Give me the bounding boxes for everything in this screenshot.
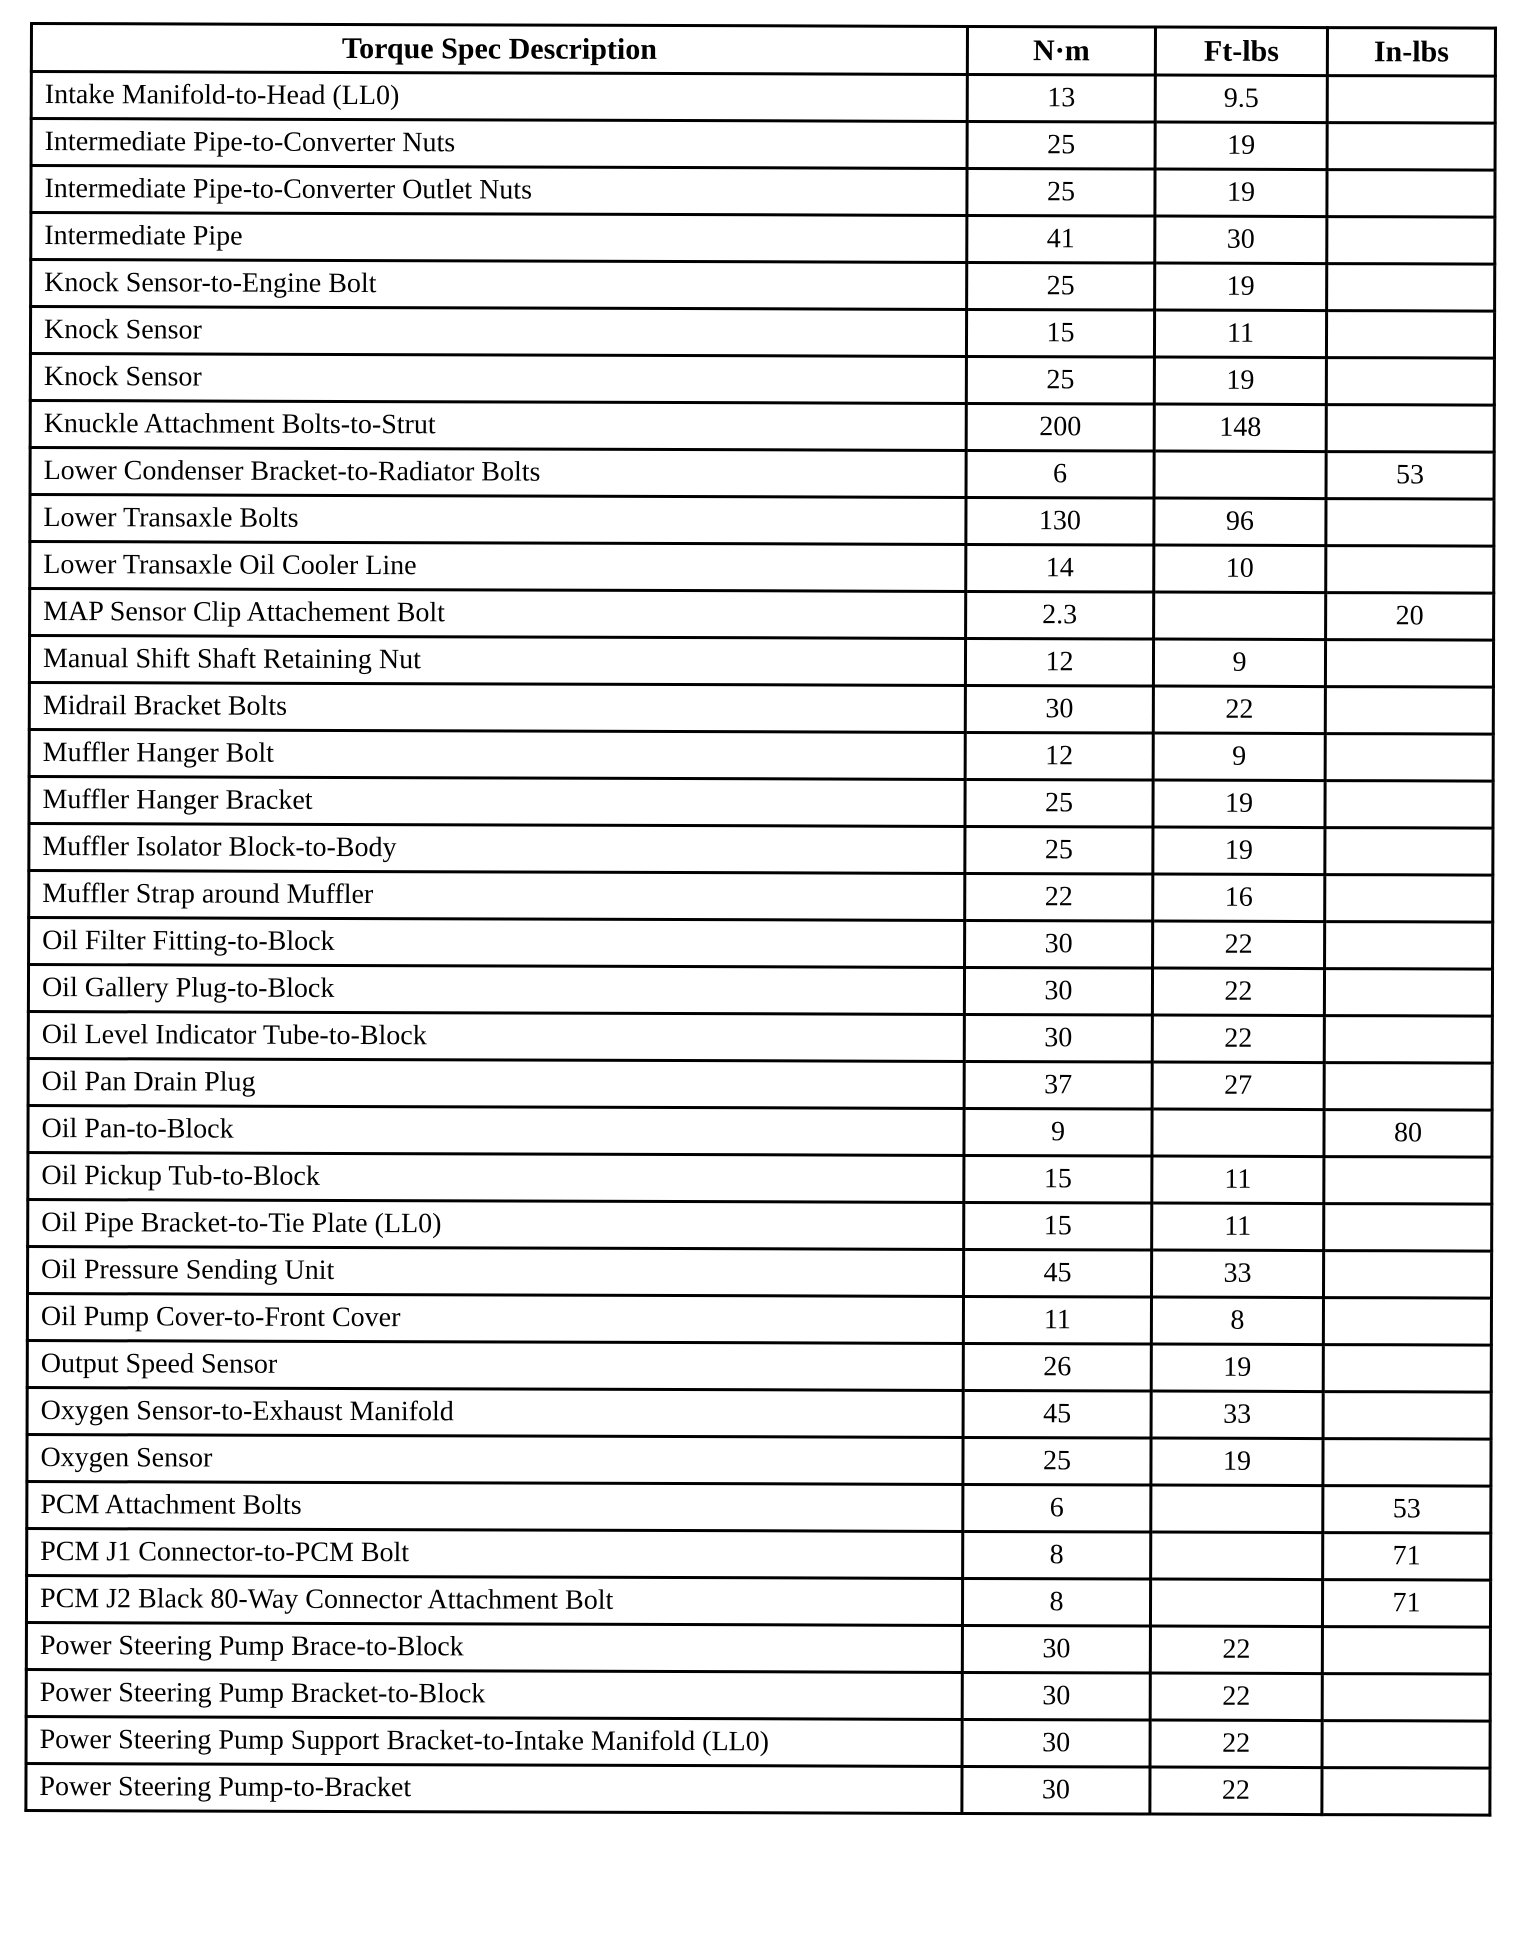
- cell-description: Power Steering Pump Support Bracket-to-Intake Manifold (LL0): [26, 1716, 962, 1766]
- table-row: [26, 1763, 1490, 1815]
- table-row: [29, 730, 1493, 782]
- cell-ftlbs: 27: [1152, 1062, 1324, 1110]
- cell-inlbs: [1323, 1392, 1491, 1440]
- cell-description: PCM J1 Connector-to-PCM Bolt: [27, 1528, 963, 1578]
- cell-ftlbs: [1150, 1579, 1322, 1627]
- cell-inlbs: [1324, 1204, 1492, 1252]
- cell-inlbs: [1326, 311, 1494, 359]
- cell-description: Manual Shift Shaft Retaining Nut: [29, 636, 965, 686]
- cell-nm: 6: [963, 1484, 1151, 1532]
- cell-description: Knuckle Attachment Bolts-to-Strut: [30, 401, 966, 451]
- cell-inlbs: [1322, 1674, 1490, 1722]
- cell-description: Midrail Bracket Bolts: [29, 683, 965, 733]
- cell-inlbs: [1325, 875, 1493, 923]
- table-row: [29, 777, 1493, 829]
- table-row: [26, 1669, 1490, 1721]
- cell-ftlbs: 19: [1155, 263, 1327, 311]
- cell-inlbs: 80: [1324, 1110, 1492, 1158]
- cell-inlbs: [1327, 217, 1495, 265]
- cell-nm: 45: [963, 1390, 1151, 1438]
- table-row: [29, 683, 1493, 735]
- cell-ftlbs: 19: [1155, 169, 1327, 217]
- cell-description: PCM J2 Black 80-Way Connector Attachment Bolt: [26, 1575, 962, 1625]
- table-row: [26, 1622, 1490, 1674]
- cell-nm: 25: [963, 1437, 1151, 1485]
- cell-ftlbs: 10: [1154, 545, 1326, 593]
- cell-inlbs: [1324, 1016, 1492, 1064]
- cell-description: Intermediate Pipe: [31, 213, 967, 263]
- cell-nm: 9: [964, 1108, 1152, 1156]
- cell-inlbs: [1322, 1721, 1490, 1769]
- cell-nm: 6: [966, 450, 1154, 498]
- cell-inlbs: 53: [1323, 1486, 1491, 1534]
- cell-description: Oxygen Sensor: [27, 1434, 963, 1484]
- cell-description: Muffler Hanger Bracket: [29, 777, 965, 827]
- table-row: [29, 636, 1493, 688]
- cell-nm: 30: [962, 1766, 1150, 1814]
- table-row: [28, 1152, 1492, 1204]
- table-row: [27, 1340, 1491, 1392]
- table-row: [28, 1058, 1492, 1110]
- table-row: [28, 965, 1492, 1017]
- table-row: [29, 918, 1493, 970]
- cell-nm: 25: [966, 356, 1154, 404]
- cell-ftlbs: [1152, 1109, 1324, 1157]
- cell-description: Intermediate Pipe-to-Converter Nuts: [31, 119, 967, 169]
- cell-nm: 130: [966, 497, 1154, 545]
- cell-description: Oxygen Sensor-to-Exhaust Manifold: [27, 1387, 963, 1437]
- table-row: [31, 72, 1495, 124]
- cell-nm: 30: [962, 1625, 1150, 1673]
- cell-nm: 45: [964, 1249, 1152, 1297]
- cell-nm: 25: [967, 168, 1155, 216]
- cell-inlbs: [1327, 170, 1495, 218]
- cell-ftlbs: 9: [1153, 639, 1325, 687]
- cell-description: Oil Pan Drain Plug: [28, 1058, 964, 1108]
- torque-spec-table: [24, 22, 1497, 1817]
- cell-ftlbs: 9.5: [1155, 75, 1327, 123]
- cell-ftlbs: 19: [1153, 780, 1325, 828]
- cell-description: Intake Manifold-to-Head (LL0): [31, 72, 967, 122]
- table-row: [29, 871, 1493, 923]
- cell-inlbs: [1326, 405, 1494, 453]
- cell-nm: 11: [963, 1296, 1151, 1344]
- cell-ftlbs: 148: [1154, 404, 1326, 452]
- cell-inlbs: 53: [1326, 452, 1494, 500]
- table-row: [26, 1716, 1490, 1768]
- cell-description: Oil Level Indicator Tube-to-Block: [28, 1011, 964, 1061]
- table-body: [26, 72, 1495, 1816]
- table-row: [27, 1293, 1491, 1345]
- table-row: [30, 495, 1494, 547]
- cell-nm: 8: [962, 1578, 1150, 1626]
- cell-inlbs: [1326, 358, 1494, 406]
- cell-ftlbs: 22: [1150, 1626, 1322, 1674]
- cell-inlbs: [1323, 1439, 1491, 1487]
- cell-description: Muffler Isolator Block-to-Body: [29, 824, 965, 874]
- cell-nm: 25: [965, 779, 1153, 827]
- cell-nm: 22: [965, 873, 1153, 921]
- cell-description: Oil Pipe Bracket-to-Tie Plate (LL0): [28, 1199, 964, 1249]
- table-row: [30, 542, 1494, 594]
- table-row: [28, 1105, 1492, 1157]
- cell-ftlbs: [1151, 1485, 1323, 1533]
- header-inlbs: In-lbs: [1327, 28, 1495, 77]
- cell-ftlbs: 11: [1152, 1203, 1324, 1251]
- cell-ftlbs: 19: [1151, 1344, 1323, 1392]
- table-row: [27, 1387, 1491, 1439]
- cell-description: Power Steering Pump Brace-to-Block: [26, 1622, 962, 1672]
- table-row: [30, 589, 1494, 641]
- cell-ftlbs: 22: [1150, 1673, 1322, 1721]
- cell-ftlbs: 22: [1152, 1015, 1324, 1063]
- table-row: [29, 824, 1493, 876]
- cell-nm: 13: [967, 74, 1155, 122]
- document-page: [30, 22, 1494, 1812]
- cell-inlbs: [1323, 1251, 1491, 1299]
- cell-description: Lower Transaxle Oil Cooler Line: [30, 542, 966, 592]
- cell-description: Knock Sensor: [30, 307, 966, 357]
- cell-description: Intermediate Pipe-to-Converter Outlet Nuts: [31, 166, 967, 216]
- cell-description: Oil Pan-to-Block: [28, 1105, 964, 1155]
- cell-nm: 30: [964, 1014, 1152, 1062]
- cell-nm: 25: [967, 262, 1155, 310]
- cell-description: MAP Sensor Clip Attachement Bolt: [30, 589, 966, 639]
- cell-nm: 2.3: [966, 591, 1154, 639]
- cell-nm: 30: [964, 967, 1152, 1015]
- cell-description: Lower Condenser Bracket-to-Radiator Bolts: [30, 448, 966, 498]
- cell-ftlbs: [1154, 592, 1326, 640]
- cell-description: Power Steering Pump Bracket-to-Block: [26, 1669, 962, 1719]
- cell-ftlbs: 22: [1153, 686, 1325, 734]
- cell-description: Lower Transaxle Bolts: [30, 495, 966, 545]
- cell-ftlbs: 22: [1152, 968, 1324, 1016]
- cell-ftlbs: 11: [1154, 310, 1326, 358]
- table-row: [31, 166, 1495, 218]
- cell-description: Output Speed Sensor: [27, 1340, 963, 1390]
- cell-ftlbs: 19: [1151, 1438, 1323, 1486]
- cell-nm: 12: [965, 638, 1153, 686]
- cell-inlbs: [1325, 781, 1493, 829]
- table-row: [30, 448, 1494, 500]
- cell-ftlbs: 22: [1150, 1720, 1322, 1768]
- cell-inlbs: [1326, 499, 1494, 547]
- cell-inlbs: [1325, 922, 1493, 970]
- table-row: [31, 119, 1495, 171]
- cell-inlbs: [1324, 1157, 1492, 1205]
- cell-ftlbs: 8: [1151, 1297, 1323, 1345]
- header-ftlbs: Ft-lbs: [1155, 27, 1327, 76]
- cell-inlbs: [1322, 1768, 1490, 1816]
- cell-inlbs: [1326, 546, 1494, 594]
- header-nm: N·m: [967, 26, 1155, 75]
- cell-ftlbs: 22: [1153, 921, 1325, 969]
- cell-ftlbs: [1151, 1532, 1323, 1580]
- cell-inlbs: [1324, 969, 1492, 1017]
- cell-nm: 15: [964, 1155, 1152, 1203]
- cell-ftlbs: 33: [1151, 1391, 1323, 1439]
- table-row: [31, 260, 1495, 312]
- cell-inlbs: [1327, 76, 1495, 124]
- cell-inlbs: [1327, 123, 1495, 171]
- cell-inlbs: [1323, 1298, 1491, 1346]
- cell-description: Muffler Strap around Muffler: [29, 871, 965, 921]
- cell-ftlbs: 19: [1155, 122, 1327, 170]
- cell-inlbs: 20: [1326, 593, 1494, 641]
- cell-description: Knock Sensor: [30, 354, 966, 404]
- cell-inlbs: 71: [1323, 1533, 1491, 1581]
- table-row: [31, 213, 1495, 265]
- cell-ftlbs: 11: [1152, 1156, 1324, 1204]
- cell-description: Oil Gallery Plug-to-Block: [28, 965, 964, 1015]
- cell-nm: 30: [962, 1719, 1150, 1767]
- cell-nm: 26: [963, 1343, 1151, 1391]
- header-row: [31, 24, 1495, 77]
- cell-nm: 25: [967, 121, 1155, 169]
- cell-description: Oil Pressure Sending Unit: [28, 1246, 964, 1296]
- cell-ftlbs: 33: [1151, 1250, 1323, 1298]
- cell-description: Knock Sensor-to-Engine Bolt: [31, 260, 967, 310]
- cell-description: Oil Pump Cover-to-Front Cover: [27, 1293, 963, 1343]
- table-row: [30, 307, 1494, 359]
- table-row: [27, 1481, 1491, 1533]
- cell-ftlbs: 19: [1153, 827, 1325, 875]
- cell-ftlbs: 16: [1153, 874, 1325, 922]
- cell-description: Muffler Hanger Bolt: [29, 730, 965, 780]
- table-row: [28, 1246, 1492, 1298]
- cell-nm: 30: [965, 685, 1153, 733]
- table-row: [30, 354, 1494, 406]
- cell-ftlbs: 9: [1153, 733, 1325, 781]
- cell-ftlbs: 22: [1150, 1767, 1322, 1815]
- cell-inlbs: [1325, 734, 1493, 782]
- cell-inlbs: [1322, 1627, 1490, 1675]
- cell-ftlbs: 96: [1154, 498, 1326, 546]
- cell-inlbs: [1325, 640, 1493, 688]
- cell-nm: 15: [964, 1202, 1152, 1250]
- cell-nm: 37: [964, 1061, 1152, 1109]
- cell-nm: 30: [965, 920, 1153, 968]
- cell-description: Oil Pickup Tub-to-Block: [28, 1152, 964, 1202]
- header-description: Torque Spec Description: [31, 24, 967, 75]
- cell-nm: 15: [966, 309, 1154, 357]
- table-row: [27, 1434, 1491, 1486]
- table-row: [28, 1011, 1492, 1063]
- cell-nm: 41: [967, 215, 1155, 263]
- table-row: [27, 1528, 1491, 1580]
- cell-description: Oil Filter Fitting-to-Block: [29, 918, 965, 968]
- cell-nm: 30: [962, 1672, 1150, 1720]
- cell-inlbs: 71: [1322, 1580, 1490, 1628]
- cell-inlbs: [1323, 1345, 1491, 1393]
- table-row: [30, 401, 1494, 453]
- cell-ftlbs: [1154, 451, 1326, 499]
- cell-inlbs: [1327, 264, 1495, 312]
- cell-nm: 8: [963, 1531, 1151, 1579]
- cell-ftlbs: 19: [1154, 357, 1326, 405]
- cell-ftlbs: 30: [1155, 216, 1327, 264]
- cell-nm: 200: [966, 403, 1154, 451]
- cell-nm: 12: [965, 732, 1153, 780]
- table-row: [26, 1575, 1490, 1627]
- cell-nm: 25: [965, 826, 1153, 874]
- cell-inlbs: [1324, 1063, 1492, 1111]
- cell-description: PCM Attachment Bolts: [27, 1481, 963, 1531]
- cell-inlbs: [1325, 687, 1493, 735]
- table-row: [28, 1199, 1492, 1251]
- cell-inlbs: [1325, 828, 1493, 876]
- cell-description: Power Steering Pump-to-Bracket: [26, 1763, 962, 1813]
- cell-nm: 14: [966, 544, 1154, 592]
